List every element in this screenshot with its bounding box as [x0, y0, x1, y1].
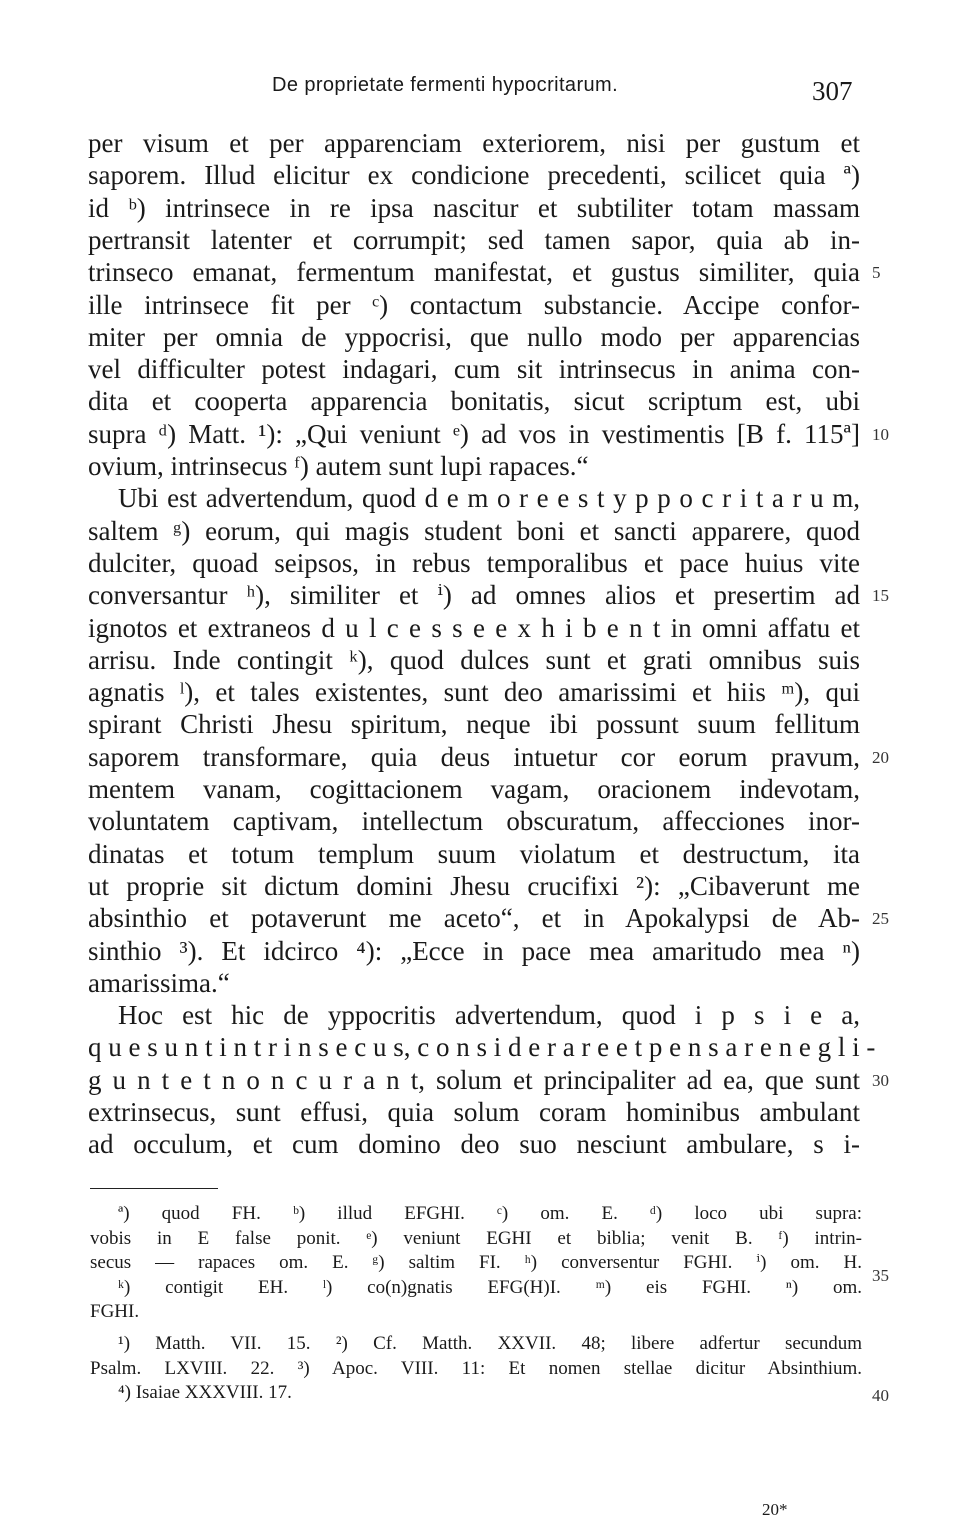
line-number: 30 [872, 1070, 889, 1090]
text-line: q u e s u n t i n t r i n s e c u s, c o n s i d e r a r e e t p e n s a r e n e g l i - [88, 1032, 876, 1063]
apparatus-line: ª) quod FH. ᵇ) illud EFGHI. ᶜ) om. E. ᵈ) loco ubi supra: [118, 1203, 862, 1224]
page-number: 307 [812, 76, 853, 106]
text-line: saltem ᵍ) eorum, qui magis student boni et sancti apparere, quod [88, 515, 860, 546]
text-line: saporem. Illud elicitur ex condicione precedenti, scilicet quia ª) [88, 160, 860, 191]
line-number: 5 [872, 263, 881, 283]
text-line: dulciter, quoad seipsos, in rebus temporalibus et pace huius vite [88, 547, 860, 578]
apparatus-line: FGHI. [90, 1301, 140, 1323]
text-line: absinthio et potaverunt me aceto“, et in Apokalypsi de Ab- [88, 903, 860, 934]
text-line: voluntatem captivam, intellectum obscuratum, affecciones inor- [88, 806, 860, 837]
text-line: amarissima.“ [88, 967, 230, 998]
text-line: ovium, intrinsecus ᶠ) autem sunt lupi rapaces.“ [88, 451, 589, 481]
line-number: 40 [872, 1386, 889, 1405]
text-line: supra ᵈ) Matt. ¹): „Qui veniunt ᵉ) ad vos in vestimentis [B f. 115ª] [88, 418, 860, 449]
text-line: sinthio ³). Et idcirco ⁴): „Ecce in pace mea amaritudo mea ⁿ) [88, 935, 860, 966]
line-number: 15 [872, 586, 889, 606]
footnote-separator [90, 1188, 218, 1189]
text-line: saporem transformare, quia deus intuetur cor eorum pravum, [88, 741, 860, 772]
text-line: vel difficulter potest indagari, cum sit intrinsecus in anima con- [88, 354, 860, 385]
text-line: trinseco emanat, fermentum manifestat, et gustus similiter, quia [88, 257, 860, 288]
text-line: miter per omnia de yppocrisi, que nullo modo per apparencias [88, 321, 860, 352]
line-number: 20 [872, 747, 889, 767]
text-line: id ᵇ) intrinsece in re ipsa nascitur et subtiliter totam massam [88, 192, 860, 223]
line-number: 10 [872, 424, 889, 444]
apparatus-line: secus — rapaces om. E. ᵍ) saltim FI. ʰ) conversentur FGHI. ⁱ) om. H. [90, 1252, 862, 1274]
source-line: ⁴) Isaiae XXXVIII. 17. [118, 1382, 292, 1404]
text-line: extrinsecus, sunt effusi, quia solum coram hominibus ambulant [88, 1097, 860, 1127]
text-line: agnatis ˡ), et tales existentes, sunt deo amarissimi et hiis ᵐ), qui [88, 677, 860, 708]
source-line: ¹) Matth. VII. 15. ²) Cf. Matth. XXVII. 48; libere adfertur secundum [118, 1333, 862, 1354]
text-line: dinatas et totum templum suum violatum et destructum, ita [88, 838, 860, 869]
text-line: spirant Christi Jhesu spiritum, neque ibi possunt suum fellitum [88, 709, 860, 740]
text-line: mentem vanam, cogittacionem vagam, oracionem indevotam, [88, 774, 860, 804]
line-number: 25 [872, 909, 889, 929]
text-line: dita et cooperta apparencia bonitatis, sicut scriptum est, ubi [88, 386, 860, 417]
text-line: Hoc est hic de yppocritis advertendum, quod i p s i e a, [118, 1000, 860, 1031]
apparatus-line: ᵏ) contigit EH. ˡ) co(n)gnatis EFG(H)I. ᵐ) eis FGHI. ⁿ) om. [118, 1276, 862, 1298]
text-line: ad occulum, et cum domino deo suo nesciunt ambulare, s i- [88, 1129, 860, 1160]
text-line: arrisu. Inde contingit ᵏ), quod dulces sunt et grati omnibus suis [88, 644, 860, 675]
apparatus-line: vobis in E false ponit. ᵉ) veniunt EGHI et biblia; venit B. ᶠ) intrin- [90, 1227, 862, 1249]
text-line: ignotos et extraneos d u l c e s s e e x h i b e n t in omni affatu et [88, 612, 860, 643]
signature-mark: 20* [762, 1500, 788, 1519]
text-line: g u n t e t n o n c u r a n t, solum et principaliter ad ea, que sunt [88, 1064, 860, 1095]
source-line: Psalm. LXVIII. 22. ³) Apoc. VIII. 11: Et nomen stellae dicitur Absinthium. [90, 1357, 862, 1379]
text-line: conversantur ʰ), similiter et ⁱ) ad omnes alios et presertim ad [88, 580, 860, 611]
line-number: 35 [872, 1266, 889, 1285]
text-line: ille intrinsece fit per ᶜ) contactum substancie. Accipe confor- [88, 289, 860, 320]
running-title: De proprietate fermenti hypocritarum. [272, 74, 619, 96]
text-line: Ubi est advertendum, quod d e m o r e e s t y p p o c r i t a r u m, [118, 483, 860, 514]
text-line: per visum et per apparenciam exteriorem, nisi per gustum et [88, 128, 860, 158]
text-line: pertransit latenter et corrumpit; sed tamen sapor, quia ab in- [88, 224, 860, 255]
text-line: ut proprie sit dictum domini Jhesu crucifixi ²): „Cibaverunt me [88, 870, 860, 901]
